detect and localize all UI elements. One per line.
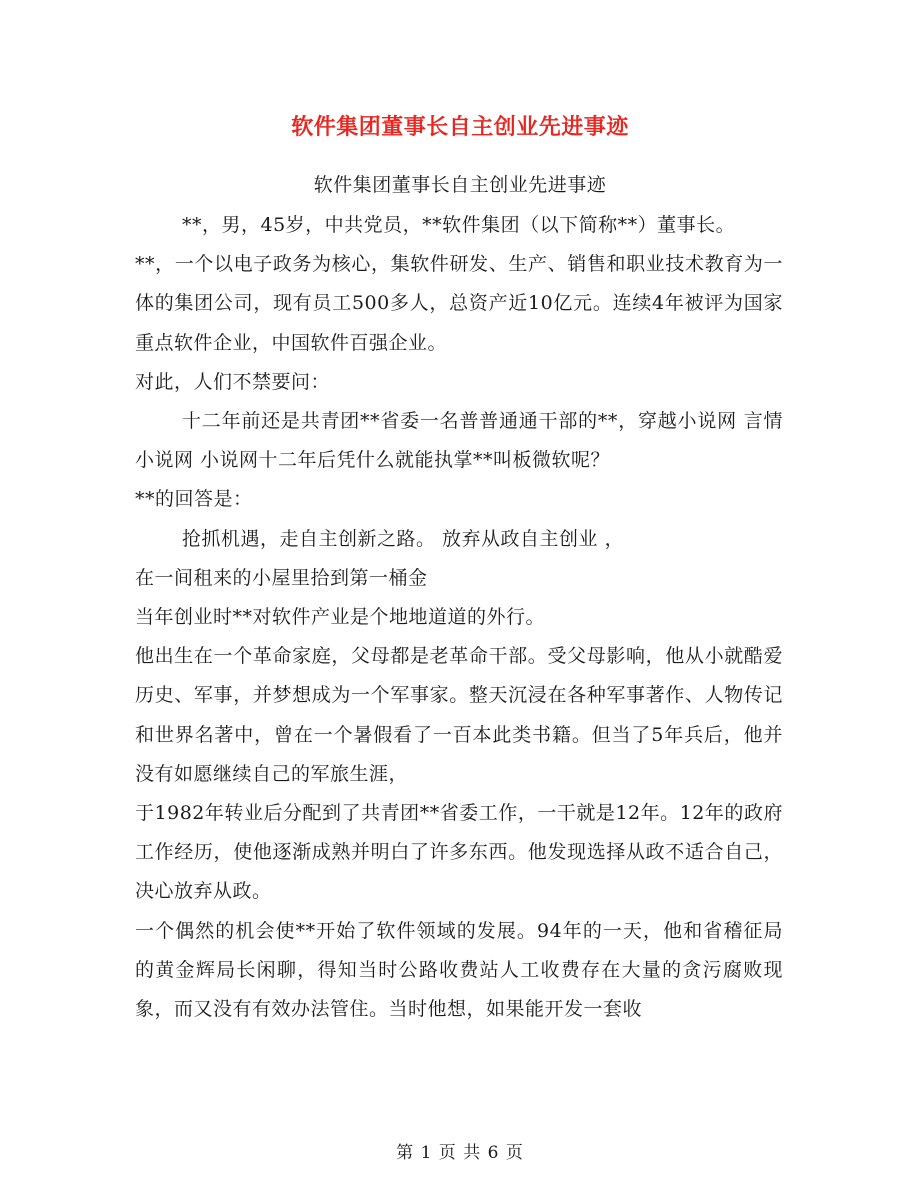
paragraph: 在一间租来的小屋里拾到第一桶金 (135, 566, 428, 589)
paragraph: **，一个以电子政务为核心，集软件研发、生产、销售和职业技术教育为一体的集团公司，现有员工500多人，总资产近10亿元。连续4年被评为国家重点软件企业，中国软件百强企业。 (135, 253, 783, 354)
page-footer: 第 1 页 共 6 页 (396, 1143, 524, 1163)
paragraph: 对此，人们不禁要问： (135, 370, 331, 393)
paragraph: 他出生在一个革命家庭，父母都是老革命干部。受父母影响，他从小就酷爱历史、军事，并梦想成为一个军事家。整天沉浸在各种军事著作、人物传记和世界名著中，曾在一个暑假看了一百本此类书籍。但当了5年兵后，他并没有如愿继续自己的军旅生涯， (135, 645, 783, 785)
paragraph: **的回答是： (135, 488, 253, 511)
document-subtitle: 软件集团董事长自主创业先进事迹 (313, 174, 607, 196)
paragraph: 抢抓机遇，走自主创新之路。 放弃从政自主创业 ， (182, 527, 625, 550)
paragraph: 当年创业时**对软件产业是个地地道道的外行。 (135, 606, 546, 629)
paragraph: **，男，45岁，中共党员，**软件集团（以下简称**）董事长。 (182, 214, 736, 236)
document-body (135, 206, 783, 1029)
paragraph: 于1982年转业后分配到了共青团**省委工作，一干就是12年。12年的政府工作经历，使他逐渐成熟并明白了许多东西。他发现选择从政不适合自己，决心放弃从政。 (135, 802, 783, 903)
paragraph: 一个偶然的机会使**开始了软件领域的发展。94年的一天，他和省稽征局的黄金辉局长闲聊，得知当时公路收费站人工收费存在大量的贪污腐败现象，而又没有有效办法管住。当时他想，如果能开发一套收 (135, 919, 783, 1021)
document-title: 软件集团董事长自主创业先进事迹 (291, 114, 629, 140)
paragraph: 十二年前还是共青团**省委一名普普通通干部的**，穿越小说网 言情小说网 小说网十二年后凭什么就能执掌**叫板微软呢？ (135, 410, 783, 472)
